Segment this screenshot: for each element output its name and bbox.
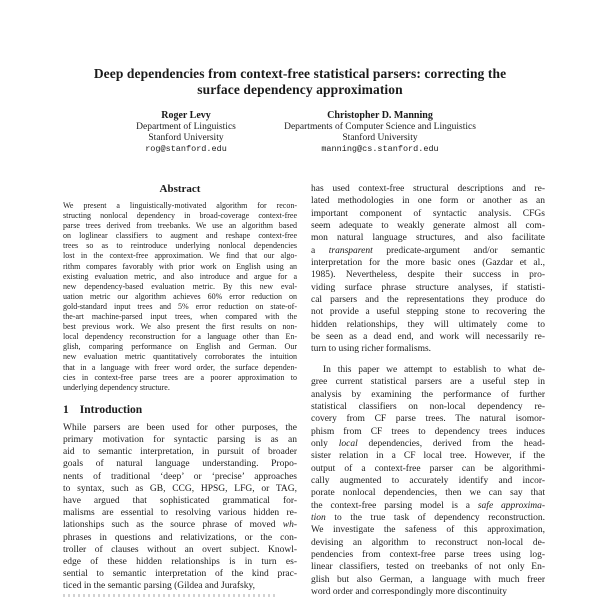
text-line: While parsers are been used for other purposes, the — [63, 422, 297, 433]
text-line: 1985). Nevertheless, despite their success in pro- — [311, 270, 545, 281]
text-line: lated methodologies in one form or another as an — [311, 196, 545, 207]
text-line: sister relation in a CF local tree. However, if the — [311, 451, 545, 462]
text-line: that in a language with freer word order, the surface dependen- — [63, 362, 297, 372]
text-line: covery from CF parse trees. The natural isomor- — [311, 414, 545, 425]
text-line: linear classifiers, tested on treebanks of not only En- — [311, 562, 545, 573]
author-block-manning — [240, 110, 520, 156]
text-line: statistical classifiers on non-local dependency re- — [311, 401, 545, 412]
text-line: has used context-free structural descriptions and re- — [311, 184, 545, 194]
text-line: local dependency reconstruction for a language other than En- — [63, 332, 297, 342]
text-line: devising an algorithm to reconstruct non-local de- — [311, 537, 545, 548]
text-line: have argued that sophisticated grammatical for- — [63, 496, 297, 506]
text-line: glish but also German, a language with much freer — [311, 574, 545, 585]
text-line: In this paper we attempt to establish to what de- — [323, 364, 545, 375]
section-heading-introduction — [63, 403, 297, 417]
text-line: turn to using richer formalisms. — [311, 344, 432, 355]
text-line: be seen as a dead end, and work will necessarily re- — [311, 332, 545, 343]
text-line: gold-standard input trees and 5% error reduction on state-of- — [63, 301, 297, 311]
text-line: uation metric our algorithm achieves 60% error reduction on — [63, 291, 297, 301]
text-line: rithm compares favorably with prior work on English using an — [63, 261, 297, 271]
text-line: phism from CF trees to dependency trees induces — [311, 426, 545, 437]
text-line: existing evaluation metric, and also introduce and argue for a — [63, 271, 297, 281]
text-line: gree current statistical parsers are a useful step in — [311, 377, 545, 388]
text-line: lost in the context-free approximation. We find that our algo- — [63, 251, 297, 261]
text-line: ticed in the semantic parsing (Gildea and Jurafsky, — [63, 581, 255, 592]
text-line: cally augmented to accurately identify and incor- — [311, 475, 545, 486]
author-email: manning@cs.stanford.edu — [321, 144, 439, 154]
right-column-paragraph-1 — [311, 183, 545, 356]
text-line: primary motivation for syntactic parsing is as an — [63, 434, 297, 445]
paper-title-line: Deep dependencies from context-free statistical parsers: correcting the — [93, 66, 507, 81]
text-line: hidden relationships, they will ultimately come to — [311, 319, 545, 330]
text-line: sential to semantic interpretation of the kind prac- — [63, 569, 297, 580]
author-block-row — [0, 110, 600, 170]
right-column-paragraph-2 — [311, 364, 545, 599]
text-line: We investigate the safeness of this approximation, — [311, 525, 545, 536]
introduction-paragraph — [63, 422, 297, 593]
author-university: Stanford University — [342, 133, 418, 143]
author-department: Department of Linguistics — [136, 122, 236, 132]
author-university: Stanford University — [148, 133, 224, 143]
text-line: not provide a useful stepping stone to recovering the — [311, 307, 545, 318]
text-line: the-art machine-parsed input trees, when compared with the — [63, 312, 297, 322]
text-line: edge of these hidden relationships is in turn es- — [63, 557, 297, 568]
text-line: lationships such as the source phrase of moved wh- — [63, 520, 297, 531]
right-column — [311, 181, 545, 600]
text-line: porate nonlocal dependencies, then we can say that — [311, 488, 545, 499]
text-line: cies in context-free parse trees are a poorer approximation to — [63, 372, 297, 382]
abstract-paragraph — [63, 201, 297, 393]
text-line: trees so as to reintroduce underlying nonlocal dependencies — [63, 241, 297, 251]
author-name: Roger Levy — [161, 110, 211, 121]
text-line: aid to semantic interpretation, in pursuit of broader — [63, 447, 297, 458]
text-line: phrases in questions and relativizations, or the con- — [63, 532, 297, 543]
text-line: on loglinear classifiers to augment and reshape context-free — [63, 231, 297, 241]
text-line: mon natural language structures, and also facilitate — [311, 233, 545, 244]
text-line: nents of traditional ‘deep’ or ‘precise’ approaches — [63, 471, 297, 482]
text-line: interpretation for the more basic ones (Gazdar et al., — [311, 258, 545, 269]
text-line: pendencies from context-free parse trees using log- — [311, 549, 545, 560]
text-line: word order and correspondingly more discontinuity — [311, 587, 508, 597]
author-department: Departments of Computer Science and Linguistics — [284, 122, 476, 132]
text-line: a transparent predicate-argument and/or semantic — [311, 245, 545, 256]
text-line: best previous work. We also present the first results on non- — [63, 322, 297, 332]
text-line: seem adequate to weakly generate almost all com- — [311, 221, 545, 232]
text-line: glish, comparing performance on English and German. Our — [63, 342, 297, 352]
text-line: viding surface phrase structure analyses, if statisti- — [311, 282, 545, 293]
text-line: only local dependencies, derived from the head- — [311, 438, 545, 449]
text-line: goals of natural language understanding. Propo- — [63, 459, 297, 470]
text-line: to syntax, such as GB, CCG, HPSG, LFG, or TAG, — [63, 483, 297, 494]
paper-title — [0, 66, 600, 97]
text-line: new dependency-based evaluation metric. By this new eval- — [63, 281, 297, 291]
text-line: new evaluation metric quantitatively corroborates the intuition — [63, 352, 297, 362]
section-title: Introduction — [79, 403, 143, 416]
text-line: important component of syntactic analysis. CFGs — [311, 208, 545, 219]
author-email: rog@stanford.edu — [145, 144, 227, 154]
text-line: troller of clauses without an overt subject. Knowl- — [63, 544, 297, 555]
text-line: output of a context-free parser can be algorithmi- — [311, 463, 545, 474]
text-line: malisms are essential to resolving various hidden re- — [63, 508, 297, 519]
paper-title-line: surface dependency approximation — [197, 81, 403, 97]
text-line: cal parsers and the representations they produce do — [311, 295, 545, 306]
text-line: analysis by examining the performance of further — [311, 389, 545, 400]
section-number: 1 — [63, 403, 69, 416]
clipped-text-line — [63, 594, 278, 597]
two-column-body — [63, 181, 545, 600]
left-column — [63, 181, 297, 600]
text-line: the context-free parsing model is a safe approxima- — [311, 500, 545, 511]
text-line: parse trees derived from treebanks. We use an algorithm based — [63, 221, 297, 231]
text-line: structing nonlocal dependency in broad-coverage context-free — [63, 211, 297, 221]
text-line: We present a linguistically-motivated algorithm for recon- — [63, 201, 297, 210]
author-name: Christopher D. Manning — [327, 110, 433, 121]
text-line: underlying dependency structure. — [63, 382, 170, 392]
text-line: tion to the true task of dependency reconstruction. — [311, 512, 545, 523]
abstract-heading: Abstract — [159, 183, 201, 195]
